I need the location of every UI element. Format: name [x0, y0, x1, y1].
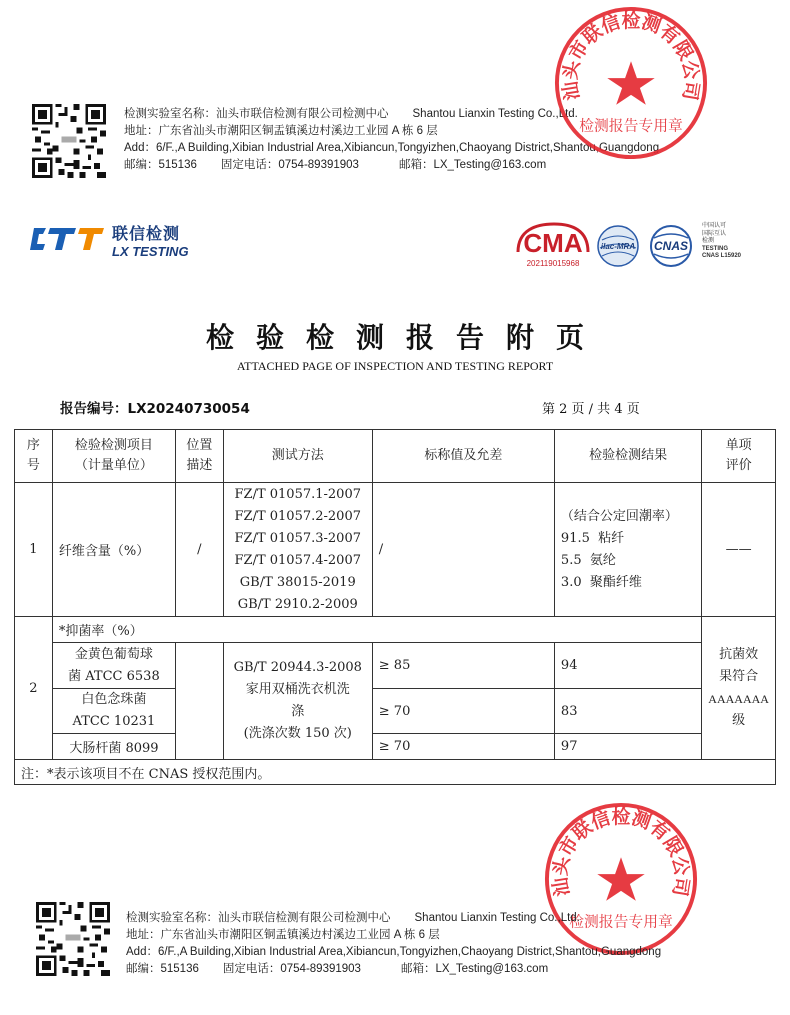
cma-code: 202119015968: [526, 259, 580, 268]
row2-position: [176, 643, 224, 760]
row1-no: 1: [15, 483, 53, 617]
lab-contact-row: 邮编：515136 固定电话：0754-89391903 邮箱：LX_Testing@163.com: [124, 159, 547, 171]
lab-info-bottom: [126, 910, 661, 978]
row2-nominal-2: ≥ 70: [372, 689, 554, 734]
row2-organism-1: 金黄色葡萄球 菌 ATCC 6538: [52, 643, 175, 689]
results-table: [14, 429, 776, 785]
svg-text:CMA: CMA: [523, 228, 583, 258]
row1-item: 纤维含量（%）: [52, 483, 175, 617]
svg-text:汕头市联信检测有限公司: 汕头市联信检测有限公司: [559, 9, 703, 102]
lab-name-row: 检测实验室名称：汕头市联信检测有限公司检测中心 Shantou Lianxin Testing Co.,Ltd.: [124, 108, 578, 120]
ilac-mra-icon: [596, 224, 640, 268]
row2-method: GB/T 20944.3-2008 家用双桶洗衣机洗 涤 (洗涤次数 150 次): [223, 643, 372, 760]
logo-name-en: LX TESTING: [112, 244, 189, 259]
header-method: 测试方法: [223, 430, 372, 483]
row1-nominal: /: [372, 483, 554, 617]
svg-text:检测报告专用章: 检测报告专用章: [579, 117, 683, 135]
row1-methods: FZ/T 01057.1-2007 FZ/T 01057.2-2007 FZ/T 01057.3-2007 FZ/T 01057.4-2007 GB/T 38015-2019 GB/T 2910.2-2009: [223, 483, 372, 617]
cnas-icon: [646, 224, 696, 268]
qr-code-top: [32, 104, 106, 178]
row2-evaluation: 抗菌效 果符合 AAAAAAA 级: [702, 617, 776, 760]
row2-item: *抑菌率（%）: [52, 617, 701, 643]
row2-no: 2: [15, 617, 53, 760]
row2-organism-2: 白色念珠菌 ATCC 10231: [52, 689, 175, 734]
lab-address-en-row: Add：6/F.,A Building,Xibian Industrial Area,Xibiancun,Tongyizhen,Chaoyang District,Shantou,Guangdong: [126, 946, 662, 958]
page-subtitle: ATTACHED PAGE OF INSPECTION AND TESTING REPORT: [236, 359, 554, 373]
svg-text:汕头市联信检测有限公司: 汕头市联信检测有限公司: [549, 805, 693, 898]
lx-testing-logo: [30, 224, 189, 262]
header-evaluation: 单项 评价: [702, 430, 776, 483]
table-row: [15, 643, 776, 689]
report-number: 报告编号：LX20240730054: [60, 401, 250, 417]
header-nominal: 标称值及允差: [372, 430, 554, 483]
table-note-row: [15, 760, 776, 785]
lab-name-row: 检测实验室名称：汕头市联信检测有限公司检测中心 Shantou Lianxin Testing Co.,Ltd.: [126, 912, 580, 924]
page-info: 第 2 页 / 共 4 页: [542, 402, 640, 417]
lab-address-en-row: Add：6/F.,A Building,Xibian Industrial Area,Xibiancun,Tongyizhen,Chaoyang District,Shantou,Guangdong: [124, 142, 660, 154]
cma-mark: [514, 222, 592, 268]
qr-code-bottom: [36, 902, 110, 976]
row2-nominal-3: ≥ 70: [372, 734, 554, 760]
lab-address-row: 地址：广东省汕头市潮阳区铜盂镇溪边村溪边工业园 A 栋 6 层: [126, 929, 440, 941]
page-title: 检验检测报告附页: [205, 321, 606, 354]
row2-result-1: 94: [554, 643, 701, 689]
logo-mark: [30, 224, 106, 262]
row1-results: （结合公定回潮率） 91.5 粘纤 5.5 氨纶 3.0 聚酯纤维: [554, 483, 701, 617]
row1-evaluation: ——: [702, 483, 776, 617]
row2-nominal-1: ≥ 85: [372, 643, 554, 689]
row2-result-2: 83: [554, 689, 701, 734]
header-item: 检验检测项目 （计量单位）: [52, 430, 175, 483]
table-header-row: [15, 430, 776, 483]
row2-organism-3: 大肠杆菌 8099: [52, 734, 175, 760]
table-row: [15, 617, 776, 643]
table-note: 注：*表示该项目不在 CNAS 授权范围内。: [15, 760, 776, 785]
lab-contact-row: 邮编：515136 固定电话：0754-89391903 邮箱：LX_Testing@163.com: [126, 963, 549, 975]
logo-name-cn: 联信检测: [112, 224, 181, 243]
svg-text:检测报告专用章: 检测报告专用章: [569, 913, 673, 931]
svg-text:ilac-MRA: ilac-MRA: [600, 242, 636, 251]
row1-position: /: [176, 483, 224, 617]
cnas-accreditation-text: 中国认可 国际互认 检测 TESTING CNAS L15920: [702, 223, 742, 259]
row2-result-3: 97: [554, 734, 701, 760]
header-result: 检验检测结果: [554, 430, 701, 483]
header-position: 位置 描述: [176, 430, 224, 483]
table-row: [15, 483, 776, 617]
header-no: 序号: [15, 430, 53, 483]
lab-address-row: 地址：广东省汕头市潮阳区铜盂镇溪边村溪边工业园 A 栋 6 层: [124, 125, 438, 137]
table-row: [15, 734, 776, 760]
table-row: [15, 689, 776, 734]
svg-text:CNAS: CNAS: [653, 239, 689, 253]
company-seal-top: [552, 4, 710, 162]
